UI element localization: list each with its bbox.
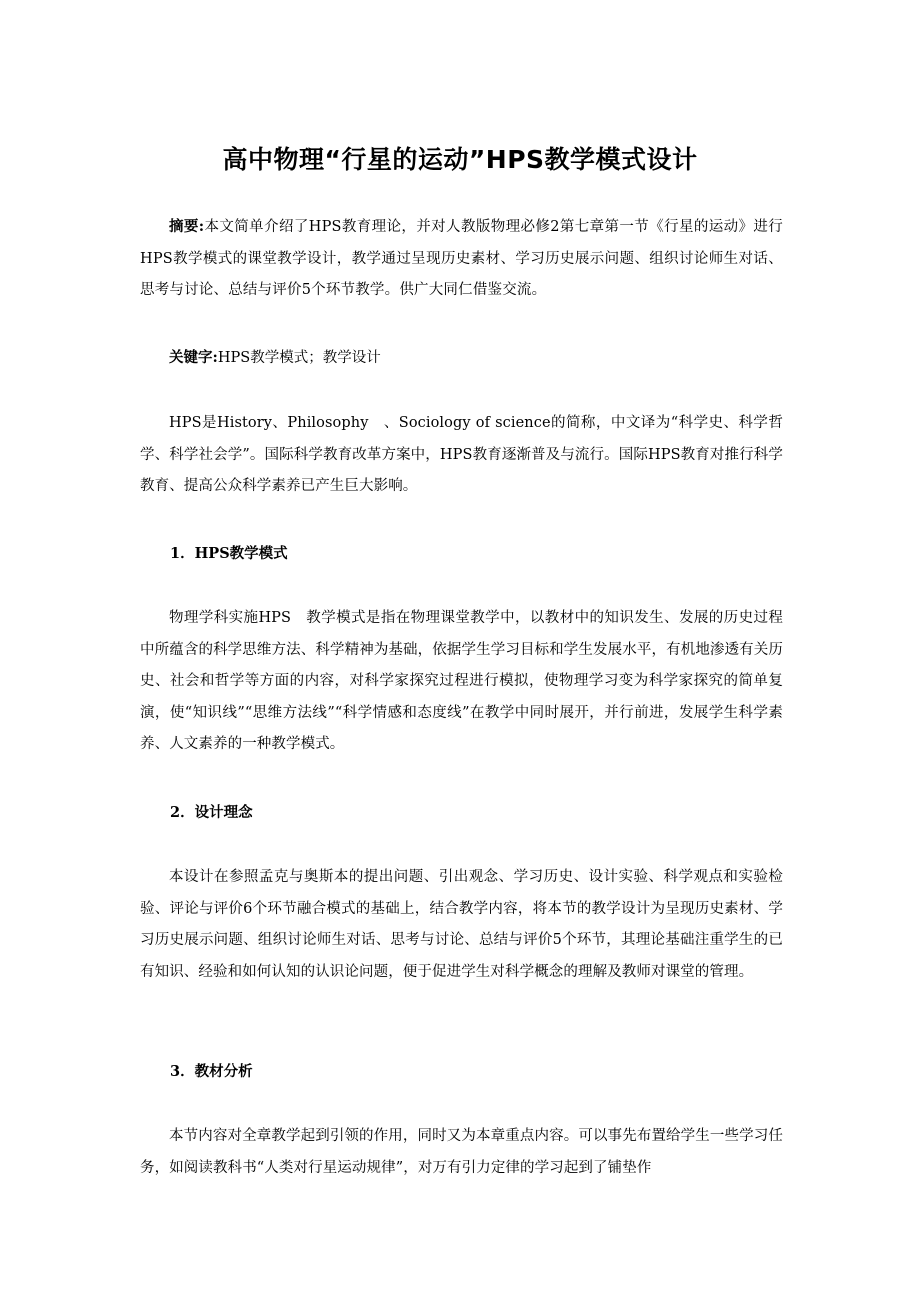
keywords-text: HPS教学模式；教学设计 xyxy=(217,350,381,366)
abstract-label: 摘要: xyxy=(169,218,205,235)
section-body-hps-model: 物理学科实施HPS 教学模式是指在物理课堂教学中，以教材中的知识发生、发展的历史过程中所蕴含的科学思维方法、科学精神为基础，依据学生学习目标和学生发展水平，有机地渗透有关历史、社会和哲学等方面的内容，对科学家探究过程进行模拟，使物理学习变为科学家探究的简单复演，使“知识线”“思维方法线”“科学情感和态度线”在教学中同时展开，并行前进，发展学生科学素养、人文素养的一种教学模式。 xyxy=(140,610,783,752)
intro-paragraph: HPS是History、Philosophy 、Sociology of science的简称，中文译为“科学史、科学哲学、科学社会学”。国际科学教育改革方案中，HPS教育逐渐普及与流行。国际HPS教育对推行科学教育、提高公众科学素养已产生巨大影响。 xyxy=(140,415,783,494)
keywords-paragraph xyxy=(140,342,783,375)
section-body-design-concept: 本设计在参照孟克与奥斯本的提出问题、引出观念、学习历史、设计实验、科学观点和实验检验、评论与评价6个环节融合模式的基础上，结合教学内容，将本节的教学设计为呈现历史素材、学习历史展示问题、组织讨论师生对话、思考与讨论、总结与评价5个环节，其理论基础注重学生的已有知识、经验和如何认知的认识论问题，便于促进学生对科学概念的理解及教师对课堂的管理。 xyxy=(140,869,783,980)
section-heading-textbook-analysis: 3．教材分析 xyxy=(170,1063,253,1080)
abstract-text: 本文简单介绍了HPS教育理论，并对人教版物理必修2第七章第一节《行星的运动》进行HPS教学模式的课堂教学设计，教学通过呈现历史素材、学习历史展示问题、组织讨论师生对话、思考与讨论、总结与评价5个环节教学。供广大同仁借鉴交流。 xyxy=(140,219,783,298)
section-heading-design-concept: 2．设计理念 xyxy=(170,804,253,821)
document-title: 高中物理“行星的运动”HPS教学模式设计 xyxy=(222,145,698,174)
section-body-textbook-analysis: 本节内容对全章教学起到引领的作用，同时又为本章重点内容。可以事先布置给学生一些学习任务，如阅读教科书“人类对行星运动规律”，对万有引力定律的学习起到了铺垫作 xyxy=(140,1128,783,1176)
section-heading-hps-model: 1．HPS教学模式 xyxy=(170,545,288,562)
keywords-label: 关键字: xyxy=(169,349,218,366)
abstract-paragraph xyxy=(140,211,783,307)
